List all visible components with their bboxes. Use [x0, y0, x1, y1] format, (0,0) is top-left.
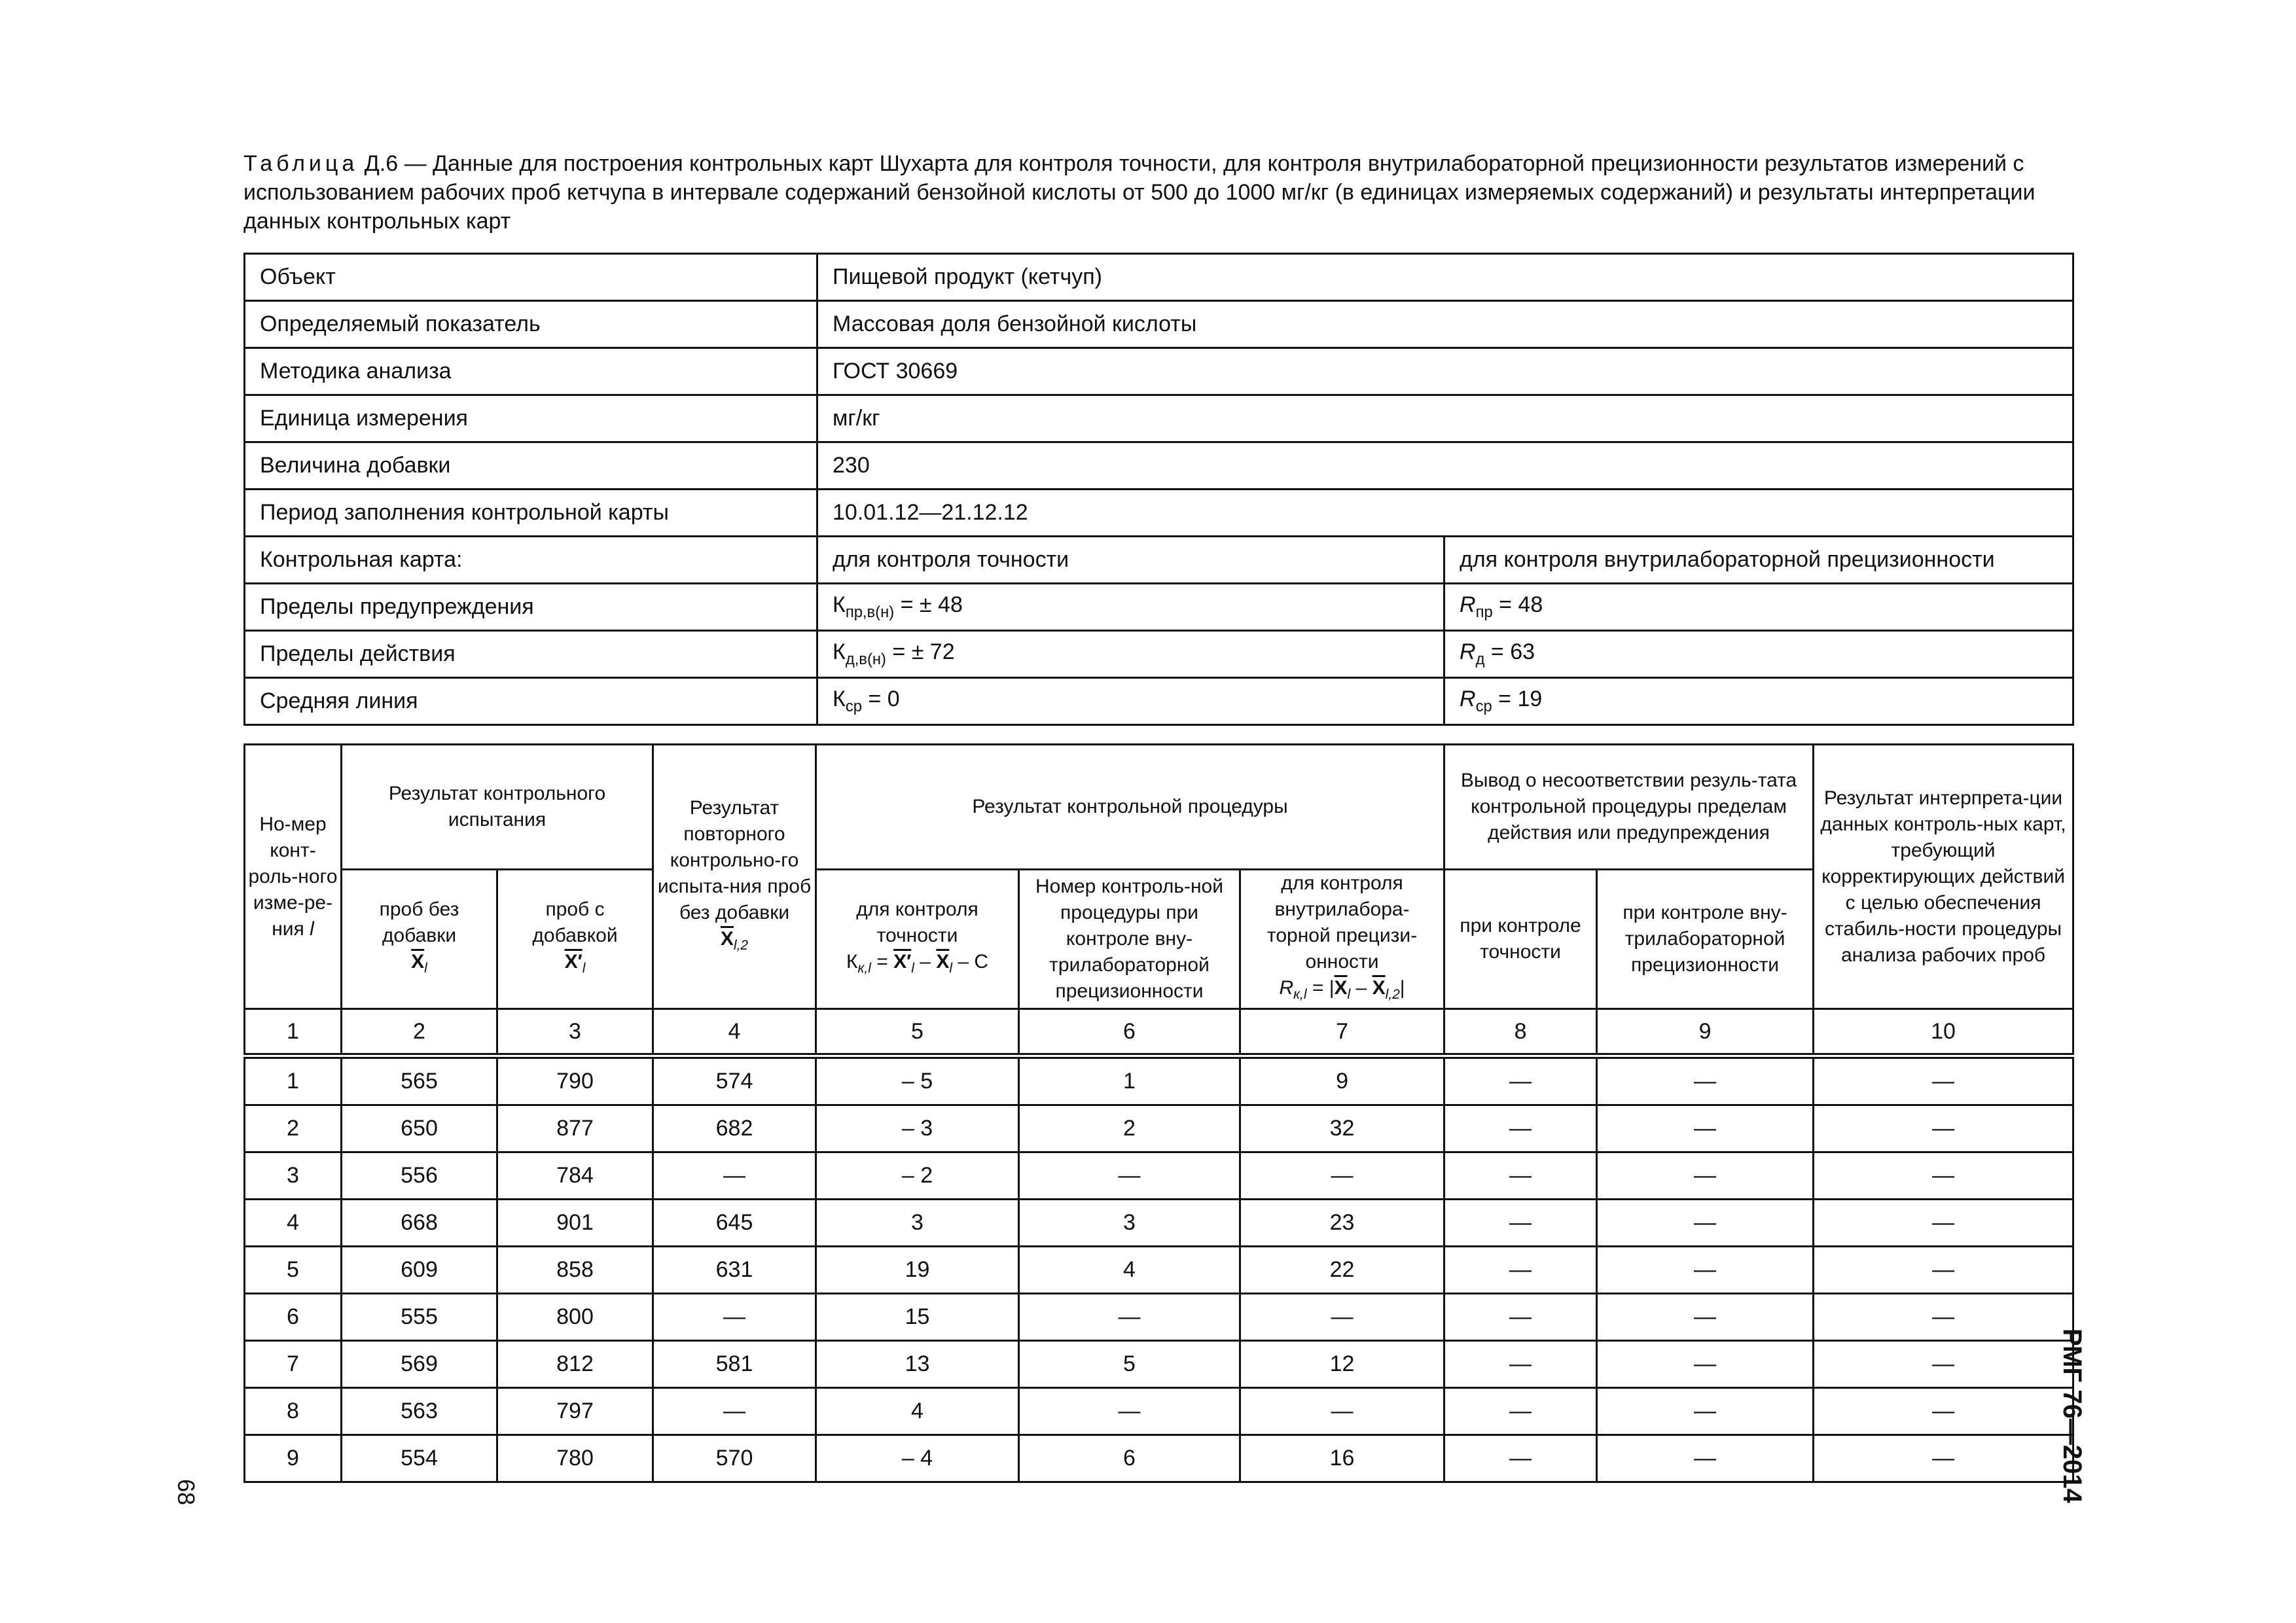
table-cell: —: [1444, 1056, 1597, 1105]
table-cell: —: [1814, 1105, 2073, 1152]
table-cell: —: [1814, 1435, 2073, 1482]
table-cell: 12: [1240, 1341, 1444, 1388]
table-cell: 1: [1019, 1056, 1240, 1105]
table-cell: 4: [245, 1200, 342, 1247]
info-label: Величина добавки: [245, 442, 817, 490]
table-row: [245, 1056, 2073, 1105]
table-cell: —: [1597, 1388, 1814, 1435]
table-cell: —: [1444, 1105, 1597, 1152]
column-number: 2: [342, 1009, 497, 1056]
warn-precision: $R_{пр} = 48$: [1444, 584, 2073, 631]
caption-text: Д.6 — Данные для построения контрольных карт Шухарта для контроля точности, для контроля внутрилабораторной прецизионности результатов измерений с использованием рабочих проб кетчупа в интервале содержаний бензойной кислоты от 500 до 1000 мг/кг (в единицах измеряемых содержаний) и результаты интерпретации данных контрольных карт: [243, 151, 2036, 234]
info-label: Методика анализа: [245, 348, 817, 395]
table-cell: 570: [653, 1435, 816, 1482]
table-cell: —: [1019, 1152, 1240, 1200]
kk-label: Контрольная карта:: [245, 537, 817, 584]
act-precision: $R_д = 63$: [1444, 631, 2073, 678]
table-cell: 32: [1240, 1105, 1444, 1152]
table-cell: —: [1597, 1341, 1814, 1388]
table-row: [245, 1435, 2073, 1482]
table-caption: [243, 149, 2076, 236]
document-code: РМГ 76—2014: [2058, 1329, 2087, 1503]
kk-accuracy: для контроля точности: [817, 537, 1444, 584]
table-cell: 574: [653, 1056, 816, 1105]
mid-precision: $R_{ср} = 19$: [1444, 678, 2073, 725]
table-cell: 2: [1019, 1105, 1240, 1152]
info-value: ГОСТ 30669: [817, 348, 2073, 395]
column-number-row: [245, 1009, 2073, 1056]
kk-precision: для контроля внутрилабораторной прецизионности: [1444, 537, 2073, 584]
page-number: 68: [173, 1479, 200, 1506]
center-line-row: [245, 678, 2073, 725]
table-cell: 5: [1019, 1341, 1240, 1388]
table-cell: 19: [816, 1247, 1019, 1294]
warn-label: Пределы предупреждения: [245, 584, 817, 631]
table-cell: 4: [1019, 1247, 1240, 1294]
table-cell: 2: [245, 1105, 342, 1152]
table-cell: 3: [245, 1152, 342, 1200]
info-value: мг/кг: [817, 395, 2073, 442]
table-cell: —: [1444, 1247, 1597, 1294]
action-limits-row: [245, 631, 2073, 678]
info-row: [245, 442, 2073, 490]
act-label: Пределы действия: [245, 631, 817, 678]
column-number: 5: [816, 1009, 1019, 1056]
table-cell: 668: [342, 1200, 497, 1247]
column-number: 3: [497, 1009, 653, 1056]
table-cell: 16: [1240, 1435, 1444, 1482]
table-row: [245, 1152, 2073, 1200]
info-row: [245, 490, 2073, 537]
table-cell: —: [1444, 1435, 1597, 1482]
table-cell: 682: [653, 1105, 816, 1152]
header-interpretation: Результат интерпрета-ции данных контроль-ных карт, требующий корректирующих действий с целью обеспечения стабиль-ности процедуры анализа рабочих проб: [1814, 745, 2073, 1009]
header-conclusion: Вывод о несоответствии резуль-тата контрольной процедуры пределам действия или предупреждения: [1444, 745, 1814, 870]
table-cell: —: [1444, 1388, 1597, 1435]
table-cell: —: [1597, 1152, 1814, 1200]
info-value: 10.01.12—21.12.12: [817, 490, 2073, 537]
table-cell: 858: [497, 1247, 653, 1294]
table-cell: —: [1597, 1294, 1814, 1341]
table-cell: 569: [342, 1341, 497, 1388]
column-number: 9: [1597, 1009, 1814, 1056]
table-cell: 3: [1019, 1200, 1240, 1247]
table-cell: 5: [245, 1247, 342, 1294]
table-cell: 797: [497, 1388, 653, 1435]
column-number: 6: [1019, 1009, 1240, 1056]
info-row: [245, 395, 2073, 442]
warn-accuracy: $К_{пр,в(н)}$ = ± 48: [817, 584, 1444, 631]
table-row: [245, 1247, 2073, 1294]
table-cell: – 4: [816, 1435, 1019, 1482]
table-cell: 581: [653, 1341, 816, 1388]
header-no-addition: проб без добавки $\overline{X}_l$: [342, 870, 497, 1009]
header-test-result: Результат контрольного испытания: [342, 745, 653, 870]
table-cell: —: [1444, 1294, 1597, 1341]
table-cell: 631: [653, 1247, 816, 1294]
table-cell: —: [1597, 1435, 1814, 1482]
table-cell: 556: [342, 1152, 497, 1200]
header-accuracy-control: для контроля точности $К_{к,l} = X'_l - \overline{X}_l - С$: [816, 870, 1019, 1009]
table-cell: 790: [497, 1056, 653, 1105]
table-cell: —: [1814, 1247, 2073, 1294]
info-row: [245, 301, 2073, 348]
column-number: 10: [1814, 1009, 2073, 1056]
control-chart-row: [245, 537, 2073, 584]
table-cell: 780: [497, 1435, 653, 1482]
header-precision-control: для контроля внутрилабора-торной прецизи-онности $R_{к,l} = |\overline{X}_l - \overline{X}_{l,2}|$: [1240, 870, 1444, 1009]
table-cell: —: [1444, 1200, 1597, 1247]
table-cell: 8: [245, 1388, 342, 1435]
column-number: 1: [245, 1009, 342, 1056]
info-label: Период заполнения контрольной карты: [245, 490, 817, 537]
info-table: [243, 253, 2074, 726]
table-cell: 800: [497, 1294, 653, 1341]
table-cell: —: [1240, 1294, 1444, 1341]
table-cell: 650: [342, 1105, 497, 1152]
data-table: [243, 743, 2074, 1483]
table-cell: —: [653, 1388, 816, 1435]
info-row: [245, 348, 2073, 395]
table-cell: 9: [245, 1435, 342, 1482]
table-cell: 22: [1240, 1247, 1444, 1294]
table-cell: 6: [1019, 1435, 1240, 1482]
table-cell: —: [1444, 1341, 1597, 1388]
table-cell: 7: [245, 1341, 342, 1388]
header-procedure-number: Номер контроль-ной процедуры при контроле вну-трилабораторной прецизионности: [1019, 870, 1240, 1009]
table-row: [245, 1200, 2073, 1247]
table-cell: 13: [816, 1341, 1019, 1388]
table-cell: 3: [816, 1200, 1019, 1247]
table-cell: – 3: [816, 1105, 1019, 1152]
table-cell: —: [1814, 1152, 2073, 1200]
act-accuracy: $К_{д,в(н)}$ = ± 72: [817, 631, 1444, 678]
info-label: Определяемый показатель: [245, 301, 817, 348]
table-cell: 812: [497, 1341, 653, 1388]
table-row: [245, 1294, 2073, 1341]
table-cell: —: [1444, 1152, 1597, 1200]
mid-label: Средняя линия: [245, 678, 817, 725]
table-cell: 565: [342, 1056, 497, 1105]
header-conclusion-accuracy: при контроле точности: [1444, 870, 1597, 1009]
info-value: 230: [817, 442, 2073, 490]
table-row: [245, 1388, 2073, 1435]
info-label: Единица измерения: [245, 395, 817, 442]
table-cell: —: [1597, 1200, 1814, 1247]
header-conclusion-precision: при контроле вну-трилабораторной прецизионности: [1597, 870, 1814, 1009]
table-cell: —: [1240, 1152, 1444, 1200]
table-cell: —: [1019, 1388, 1240, 1435]
table-row: [245, 1105, 2073, 1152]
table-cell: —: [1814, 1341, 2073, 1388]
table-cell: —: [1814, 1056, 2073, 1105]
table-cell: 4: [816, 1388, 1019, 1435]
table-cell: 784: [497, 1152, 653, 1200]
column-number: 4: [653, 1009, 816, 1056]
table-cell: —: [1240, 1388, 1444, 1435]
table-cell: 6: [245, 1294, 342, 1341]
mid-accuracy: $К_{ср} = 0$: [817, 678, 1444, 725]
caption-label: Таблица: [243, 151, 359, 176]
table-cell: 555: [342, 1294, 497, 1341]
table-cell: 563: [342, 1388, 497, 1435]
table-cell: – 2: [816, 1152, 1019, 1200]
table-cell: —: [1597, 1056, 1814, 1105]
warning-limits-row: [245, 584, 2073, 631]
table-cell: —: [1814, 1200, 2073, 1247]
table-row: [245, 1341, 2073, 1388]
table-cell: —: [1814, 1388, 2073, 1435]
table-cell: 554: [342, 1435, 497, 1482]
table-cell: —: [1597, 1105, 1814, 1152]
column-number: 8: [1444, 1009, 1597, 1056]
info-value: Массовая доля бензойной кислоты: [817, 301, 2073, 348]
table-cell: —: [653, 1294, 816, 1341]
info-value: Пищевой продукт (кетчуп): [817, 254, 2073, 301]
table-cell: —: [1814, 1294, 2073, 1341]
table-cell: 23: [1240, 1200, 1444, 1247]
table-cell: 9: [1240, 1056, 1444, 1105]
table-cell: —: [653, 1152, 816, 1200]
header-repeat-result: Результат повторного контрольно-го испыта-ния проб без добавки $\overline{X}_{l,2}$: [653, 745, 816, 1009]
header-with-addition: проб с добавкой $X'_l$: [497, 870, 653, 1009]
table-cell: 901: [497, 1200, 653, 1247]
header-measurement-number: Но-мер конт-роль-ного изме-ре-ния l: [245, 745, 342, 1009]
table-cell: 1: [245, 1056, 342, 1105]
table-cell: —: [1019, 1294, 1240, 1341]
header-procedure-result: Результат контрольной процедуры: [816, 745, 1444, 870]
column-number: 7: [1240, 1009, 1444, 1056]
table-cell: 877: [497, 1105, 653, 1152]
info-row: [245, 254, 2073, 301]
table-cell: —: [1597, 1247, 1814, 1294]
table-cell: 15: [816, 1294, 1019, 1341]
table-cell: – 5: [816, 1056, 1019, 1105]
table-cell: 645: [653, 1200, 816, 1247]
info-label: Объект: [245, 254, 817, 301]
table-cell: 609: [342, 1247, 497, 1294]
